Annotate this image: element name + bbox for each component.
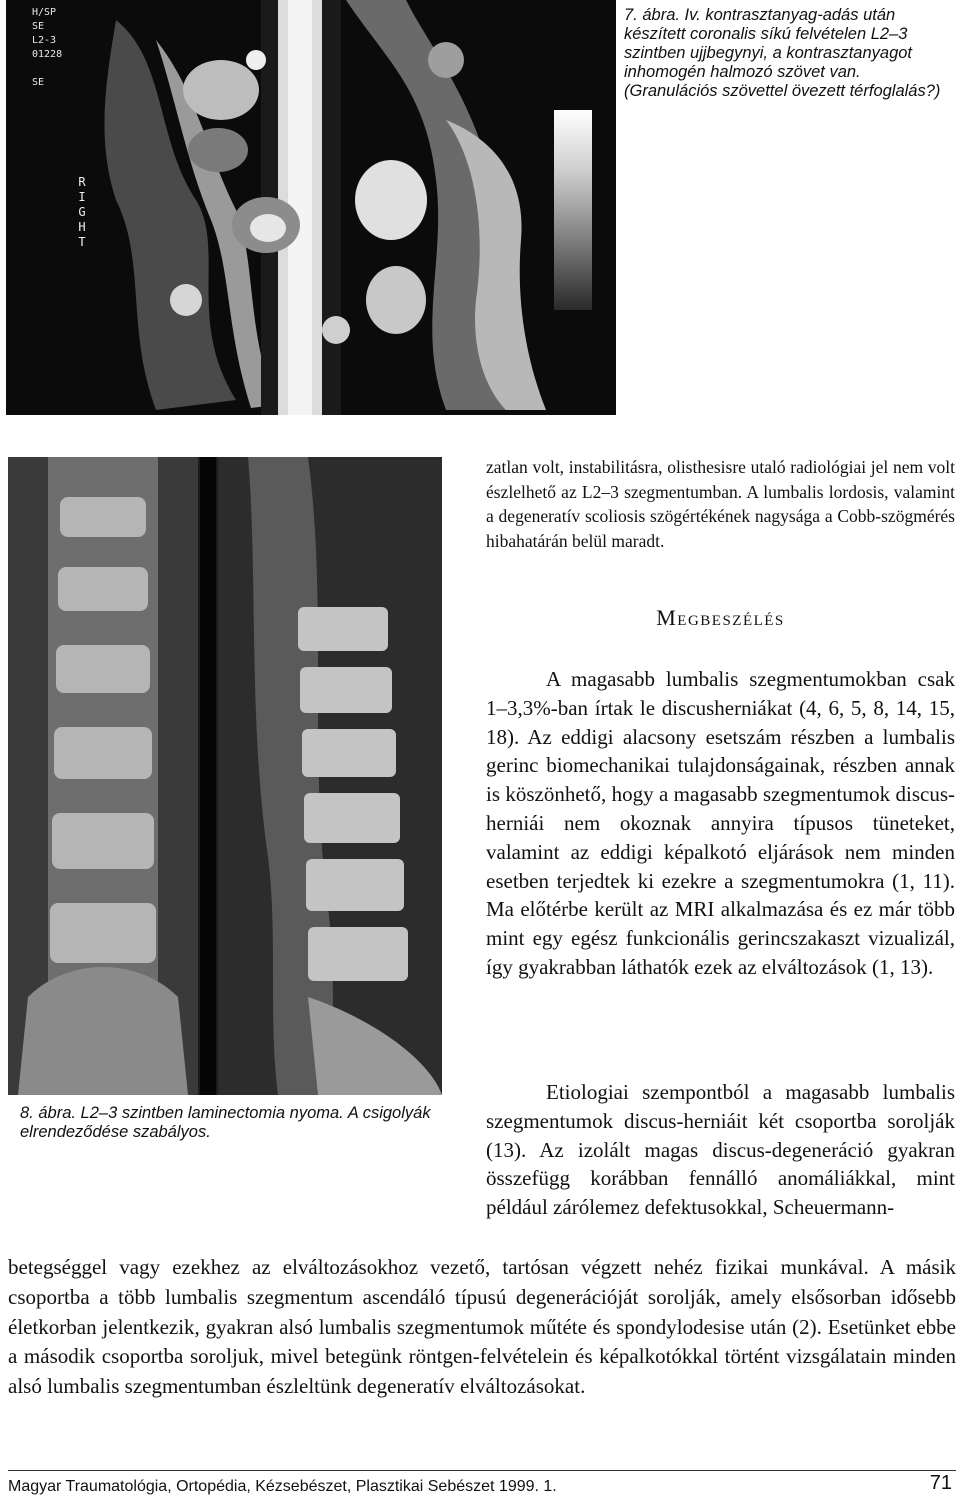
paragraph-discussion-1: A magasabb lumbalis szegmentumokban csak 1–3,3%-ban írtak le discusherniákat (4, 6, 5, 8, 14, 15, 18). Az eddigi alacsony esetszám részben a lumbalis gerinc biomechanikai tulajdonságainak, részben annak is köszönhető, hogy a magasabb szegmentumok discus-herniái nem okoznak annyira típusos tüneteket, valamint az eddigi képalkotó eljárások nem minden esetben terjedtek ki ezekre a szegmentumokra (1, 11). Ma előtérbe került az MRI alkalmazása és ez már több mint egy egész funkcionális gerincszakaszt vizualizál, így gyakrabban láthatók ezek az elváltozások (1, 13). — [486, 667, 955, 979]
paragraph-discussion-3: betegséggel vagy ezekhez az elváltozásokhoz vezető, tartósan végzett nehéz fizikai munkával. A másik csoportba a több lumbalis szegmentum ascendáló típusú degenerációját sorolják, amely elsősorban idősebb életkorban jelentkezik, gyakran alsó lumbalis szegmentumok műtéte és spondylodesise után (2). Esetünket ebbe a második csoportba soroljuk, mivel betegünk röntgen-felvételein és képalkotókkal történt vizsgálatain minden alsó lumbalis szegmentumban észleltünk degeneratív elváltozásokat. — [8, 1255, 956, 1399]
paragraph-discussion-2: Etiologiai szempontból a magasabb lumbalis szegmentumok discus-herniáit két csoportba sorolják (13). Az izolált magas discus-degeneráció gyakran összefügg korábban fennálló anomáliákkal, mint például zárólemez defektusokkal, Scheuermann- — [486, 1080, 955, 1220]
figure-7-mri-image — [6, 0, 616, 415]
footer-rule — [8, 1470, 956, 1471]
mri-illustration — [6, 0, 616, 415]
figure-8-xray-image — [8, 457, 442, 1095]
page-number: 71 — [929, 1472, 952, 1494]
grayscale-bar — [554, 110, 592, 310]
mri-orientation-label: RIGHT — [78, 175, 86, 249]
section-heading: Megbeszélés — [656, 605, 785, 630]
figure-7-caption: 7. ábra. Iv. kontrasztanyag-adás után készített coronalis síkú felvételen L2–3 szintben ujjbegynyi, a kontrasztanyagot inhomogén halmozó szövet van. (Granulációs szövettel övezett térfoglalás?) — [624, 6, 941, 100]
figure-8-caption: 8. ábra. L2–3 szintben laminectomia nyoma. A csigolyák elrendeződése szabályos. — [20, 1104, 431, 1141]
footer-journal-title: Magyar Traumatológia, Ortopédia, Kézsebészet, Plasztikai Sebészet 1999. 1. — [8, 1478, 557, 1495]
paragraph-intro: zatlan volt, instabilitásra, olisthesisre utaló radiológiai jel nem volt észlelhető az L2–3 szegmentumban. A lumbalis lordosis, valamint a degeneratív scoliosis szögértékének nagysága a Cobb-szögmérés hibahatárán belül maradt. — [486, 457, 955, 551]
mri-overlay-text-top: H/SP SE L2-3 01228 SE — [32, 7, 63, 88]
xray-illustration — [8, 457, 442, 1095]
